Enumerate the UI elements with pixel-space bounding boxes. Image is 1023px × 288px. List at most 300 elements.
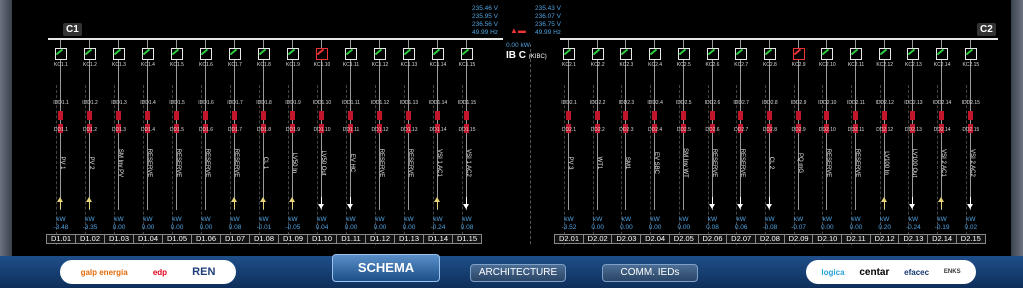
isolator-label: IDD2.2 [589, 100, 606, 106]
breaker-icon[interactable] [710, 111, 715, 120]
power-unit: kW [404, 216, 414, 223]
feeder-column[interactable] [957, 40, 985, 245]
feeder-column[interactable] [699, 40, 727, 245]
isolator-label: IDD1.15 [457, 100, 477, 106]
feeder-id[interactable]: D2.01 [554, 234, 584, 244]
feeder-power [105, 216, 133, 231]
feeder-column[interactable] [47, 40, 75, 245]
switch-icon[interactable] [678, 48, 690, 60]
power-unit: kW [201, 216, 211, 223]
power-unit: kW [375, 216, 385, 223]
feeder-id[interactable]: D1.13 [394, 234, 424, 244]
breaker-icon[interactable] [203, 111, 208, 120]
arrow-up-icon [881, 197, 888, 209]
feeder-name: LV100 Out [911, 148, 918, 178]
arrow-down-icon [463, 197, 470, 209]
feeder-name: RESERVE [233, 148, 239, 178]
coupler-power: 0.00 kW [506, 42, 530, 49]
switch-label: KC2.15 [962, 62, 980, 68]
breaker-icon[interactable] [116, 111, 121, 120]
feeder-column[interactable] [279, 40, 307, 245]
breaker-label: DD2.4 [648, 127, 663, 133]
power-value: -0.05 [285, 223, 301, 231]
breaker-icon[interactable] [652, 111, 657, 120]
power-value: 0.00 [344, 223, 358, 231]
power-unit: kW [85, 216, 95, 223]
isolator-label: IDD1.10 [312, 100, 332, 106]
feeder-power [308, 216, 336, 231]
isolator-label: IDD1.6 [198, 100, 214, 106]
feeder-id[interactable]: D1.04 [133, 234, 163, 244]
arrow-up-icon [289, 197, 296, 209]
power-unit: kW [143, 216, 153, 223]
breaker-label: DD1.8 [256, 127, 272, 133]
switch-icon[interactable] [316, 48, 328, 60]
power-value: 0.20 [878, 223, 892, 231]
schema-button[interactable]: SCHEMA [332, 254, 440, 282]
isolator-label: IDD1.1 [53, 100, 69, 106]
breaker-icon[interactable] [853, 111, 858, 120]
feeder-id[interactable]: D2.13 [898, 234, 928, 244]
architecture-button[interactable]: ARCHITECTURE [470, 264, 566, 282]
feeder-id[interactable]: D2.12 [870, 234, 900, 244]
switch-label: KC2.3 [619, 62, 634, 68]
feeder-id[interactable]: D1.05 [162, 234, 192, 244]
breaker-label: DD2.6 [705, 127, 720, 133]
feeder-id[interactable]: D2.14 [927, 234, 957, 244]
feeder-id[interactable]: D2.03 [611, 234, 641, 244]
feeder-power [641, 216, 669, 231]
breaker-icon[interactable] [58, 111, 63, 120]
switch-icon[interactable] [707, 48, 719, 60]
feeder-power [424, 216, 452, 231]
feeder-column[interactable] [395, 40, 423, 245]
breaker-icon[interactable] [968, 111, 973, 120]
power-value: 0.00 [199, 223, 213, 231]
switch-label: KC1.5 [170, 62, 184, 68]
feeder-id[interactable]: D1.15 [452, 234, 482, 244]
breaker-icon[interactable] [566, 111, 571, 120]
switch-icon[interactable] [432, 48, 444, 60]
measurement-value: 236.07 V [535, 13, 562, 20]
feeder-name: CL 1 [262, 156, 268, 170]
feeder-power [163, 216, 191, 231]
arrow-up-icon [260, 197, 267, 209]
feeder-name: RESERVE [378, 148, 384, 178]
feeder-column[interactable] [670, 40, 698, 245]
power-unit: kW [707, 216, 718, 223]
switch-icon[interactable] [142, 48, 154, 60]
switch-icon[interactable] [461, 48, 473, 60]
feeder-id[interactable]: D1.10 [307, 234, 337, 244]
feeder-id[interactable]: D1.03 [104, 234, 134, 244]
feeder-column[interactable] [928, 40, 956, 245]
feeder-power [584, 216, 612, 231]
power-unit: kW [346, 216, 356, 223]
power-value: 0.00 [112, 223, 126, 231]
breaker-label: DD1.3 [111, 127, 127, 133]
breaker-icon[interactable] [87, 111, 92, 120]
switch-icon[interactable] [965, 48, 977, 60]
power-unit: kW [966, 216, 976, 223]
isolator-label: IDD2.3 [618, 100, 635, 106]
breaker-label: DD1.10 [313, 127, 331, 133]
coupler-name [506, 50, 547, 61]
breaker-label: DD2.9 [791, 127, 806, 133]
breaker-icon[interactable] [939, 111, 944, 120]
coupler-subtitle: (KIBC) [528, 54, 547, 60]
breaker-icon[interactable] [882, 111, 887, 120]
breaker-icon[interactable] [377, 111, 382, 120]
breaker-label: DD2.1 [561, 127, 577, 133]
feeder-name: RESERVE [739, 148, 746, 178]
isolator-label: IDD1.4 [140, 100, 156, 106]
isolator-label: IDD1.8 [256, 100, 272, 106]
power-unit: kW [259, 216, 269, 223]
power-value: -3.48 [53, 223, 69, 231]
feeder-id[interactable]: D1.14 [423, 234, 453, 244]
feeder-id[interactable]: D1.06 [191, 234, 221, 244]
feeder-id[interactable]: D2.10 [812, 234, 842, 244]
feeder-column[interactable] [641, 40, 669, 245]
power-value: 0.08 [706, 223, 719, 231]
power-unit: kW [564, 216, 574, 223]
switch-icon[interactable] [287, 48, 299, 60]
isolator-label: IDD2.4 [647, 100, 663, 106]
feeder-id[interactable]: D1.01 [46, 234, 76, 244]
arrow-down-icon [347, 197, 354, 209]
breaker-icon[interactable] [464, 111, 469, 120]
feeder-column[interactable] [76, 40, 104, 245]
feeder-power [47, 216, 75, 231]
switch-icon[interactable] [55, 48, 67, 60]
isolator-label: IDD2.12 [875, 100, 894, 106]
feeder-column[interactable] [871, 40, 899, 245]
power-value: 0.00 [849, 223, 863, 231]
switch-label: KC2.12 [876, 62, 894, 68]
switch-icon[interactable] [649, 48, 661, 60]
power-unit: kW [879, 216, 890, 223]
switch-icon[interactable] [592, 48, 604, 60]
feeder-name: CL 2 [767, 156, 774, 170]
bus-label-c2: C2 [977, 23, 996, 36]
feeder-column[interactable] [555, 40, 583, 245]
isolator-label: IDD1.12 [370, 100, 390, 106]
feeder-id[interactable]: D2.02 [583, 234, 613, 244]
isolator-label: IDD1.11 [342, 100, 360, 106]
feeder-power [871, 216, 899, 231]
switch-icon[interactable] [735, 48, 747, 60]
feeder-column[interactable] [842, 40, 870, 245]
switch-label: KC1.7 [228, 62, 242, 68]
feeder-column[interactable] [813, 40, 841, 245]
switch-label: KC2.8 [762, 62, 777, 68]
power-unit: kW [317, 216, 327, 223]
feeder-name: SM Inv WT [681, 148, 688, 178]
switch-label: KC2.2 [590, 62, 605, 68]
feeder-id[interactable]: D1.12 [365, 234, 395, 244]
switch-icon[interactable] [403, 48, 415, 60]
breaker-label: DD1.5 [169, 127, 185, 133]
feeder-id[interactable]: D1.08 [249, 234, 279, 244]
switch-icon[interactable] [620, 48, 632, 60]
switch-icon[interactable] [563, 48, 575, 60]
breaker-icon[interactable] [261, 111, 266, 120]
switch-icon[interactable] [821, 48, 833, 60]
feeder-power [453, 216, 481, 231]
power-value: -3.35 [82, 223, 98, 231]
power-value: 0.00 [648, 223, 662, 231]
feeder-column[interactable] [192, 40, 220, 245]
breaker-label: DD2.15 [962, 127, 980, 133]
feeder-column[interactable] [612, 40, 640, 245]
feeder-power [785, 216, 813, 231]
feeder-name: PV 1 [59, 156, 65, 170]
switch-icon[interactable] [84, 48, 96, 60]
feeder-column[interactable] [337, 40, 365, 245]
feeder-name: RESERVE [204, 148, 210, 178]
breaker-label: DD1.2 [82, 127, 98, 133]
switch-icon[interactable] [200, 48, 212, 60]
feeder-power [366, 216, 394, 231]
breaker-icon[interactable] [232, 111, 237, 120]
feeder-power [279, 216, 307, 231]
feeder-id[interactable]: D2.05 [669, 234, 699, 244]
power-value: 0.02 [964, 223, 978, 231]
power-unit: kW [230, 216, 240, 223]
measurement-value: 49.99 Hz [472, 29, 499, 36]
switch-label: KC1.10 [313, 62, 331, 68]
feeder-column[interactable] [424, 40, 452, 245]
breaker-icon[interactable] [623, 111, 628, 120]
breaker-label: DD2.10 [818, 127, 836, 133]
breaker-label: DD1.6 [198, 127, 214, 133]
power-unit: kW [793, 216, 804, 223]
bus-label-c1: C1 [63, 23, 82, 36]
feeder-id[interactable]: D2.06 [698, 234, 728, 244]
feeder-column[interactable] [105, 40, 133, 245]
feeder-power [813, 216, 841, 231]
breaker-icon[interactable] [738, 111, 743, 120]
breaker-label: DD2.12 [876, 127, 894, 133]
switch-label: KC1.6 [199, 62, 213, 68]
power-unit: kW [56, 216, 66, 223]
switch-label: KC1.14 [429, 62, 447, 68]
feeder-id[interactable]: D1.02 [75, 234, 105, 244]
feeder-column[interactable] [308, 40, 336, 245]
breaker-icon[interactable] [290, 111, 295, 120]
feeder-name: LV50 In [291, 152, 297, 174]
bus-c1-measurements [472, 5, 498, 37]
feeder-column[interactable] [453, 40, 481, 245]
power-unit: kW [679, 216, 689, 223]
breaker-label: DD2.14 [933, 127, 951, 133]
breaker-label: DD1.11 [342, 127, 360, 133]
feeder-column[interactable] [584, 40, 612, 245]
measurement-value: 235.95 V [472, 13, 499, 20]
switch-icon[interactable] [764, 48, 776, 60]
feeder-id[interactable]: D2.07 [726, 234, 756, 244]
right-frame [1011, 0, 1023, 256]
isolator-label: IDD2.5 [676, 100, 692, 106]
feeder-power [899, 216, 927, 231]
feeder-column[interactable] [899, 40, 927, 245]
power-unit: kW [822, 216, 832, 223]
switch-icon[interactable] [374, 48, 386, 60]
switch-icon[interactable] [171, 48, 183, 60]
breaker-icon[interactable] [145, 111, 150, 120]
feeder-column[interactable] [221, 40, 249, 245]
feeder-name: RESERVE [146, 148, 152, 178]
switch-label: KC2.10 [818, 62, 836, 68]
feeder-name: LV50 Out [320, 150, 326, 176]
breaker-icon[interactable] [319, 111, 324, 120]
measurement-value: 49.99 Hz [535, 29, 562, 36]
breaker-label: DD2.8 [762, 127, 777, 133]
feeder-id[interactable]: D2.11 [841, 234, 871, 244]
feeder-id[interactable]: D2.04 [640, 234, 670, 244]
breaker-icon[interactable] [595, 111, 600, 120]
switch-label: KC1.2 [83, 62, 97, 68]
feeder-power [76, 216, 104, 231]
feeder-column[interactable] [756, 40, 784, 245]
feeder-name: VSI 2 AC2 [968, 149, 975, 177]
feeder-id[interactable]: D1.11 [336, 234, 366, 244]
feeder-power [395, 216, 423, 231]
switch-icon[interactable] [907, 48, 919, 60]
breaker-label: DD2.7 [734, 127, 749, 133]
feeder-column[interactable] [250, 40, 278, 245]
arrow-down-icon [909, 197, 916, 209]
feeder-id[interactable]: D2.15 [956, 234, 986, 244]
switch-icon[interactable] [936, 48, 948, 60]
isolator-label: IDD2.7 [733, 100, 749, 106]
feeder-id[interactable]: D2.09 [784, 234, 814, 244]
switch-icon[interactable] [258, 48, 270, 60]
feeder-power [192, 216, 220, 231]
feeder-power [221, 216, 249, 231]
interbus-coupler[interactable] [502, 26, 560, 66]
switch-icon[interactable] [345, 48, 357, 60]
switch-label: KC2.7 [734, 62, 749, 68]
efacec-logo: efacec [904, 267, 930, 277]
isolator-label: IDD1.2 [82, 100, 98, 106]
isolator-label: IDD2.11 [847, 100, 865, 106]
switch-icon[interactable] [793, 48, 805, 60]
feeder-name: LV100 In [882, 151, 889, 175]
feeder-column[interactable] [134, 40, 162, 245]
breaker-icon[interactable] [824, 111, 829, 120]
breaker-label: DD2.5 [676, 127, 691, 133]
breaker-icon[interactable] [406, 111, 411, 120]
isolator-label: IDD2.6 [704, 100, 721, 106]
power-value: 0.00 [141, 223, 155, 231]
feeder-id[interactable]: D1.09 [278, 234, 308, 244]
isolator-label: IDD1.13 [399, 100, 419, 106]
feeder-name: SM Inv PV [117, 148, 123, 178]
switch-icon[interactable] [879, 48, 891, 60]
power-value: 0.00 [820, 223, 834, 231]
breaker-label: DD1.7 [227, 127, 243, 133]
power-unit: kW [462, 216, 472, 223]
feeder-column[interactable] [366, 40, 394, 245]
feeder-id[interactable]: D1.07 [220, 234, 250, 244]
breaker-icon[interactable] [348, 111, 353, 120]
feeder-column[interactable] [163, 40, 191, 245]
comm-ieds-button[interactable]: COMM. IEDs [602, 264, 698, 282]
power-value: 0.00 [373, 223, 387, 231]
feeder-id[interactable]: D2.08 [755, 234, 785, 244]
feeder-column[interactable] [727, 40, 755, 245]
feeder-power [842, 216, 870, 231]
feeder-name: RESERVE [710, 148, 717, 178]
power-value: -0.01 [256, 223, 272, 231]
feeder-power [670, 216, 698, 231]
power-unit: kW [172, 216, 182, 223]
measurement-value: 235.46 V [472, 5, 499, 12]
power-unit: kW [592, 216, 603, 223]
breaker-label: DD1.13 [400, 127, 418, 133]
switch-label: KC1.9 [286, 62, 300, 68]
breaker-icon[interactable] [796, 111, 801, 120]
breaker-icon[interactable] [767, 111, 772, 120]
power-unit: kW [288, 216, 298, 223]
breaker-icon[interactable] [435, 111, 440, 120]
arrow-up-icon [57, 197, 64, 209]
left-frame [0, 0, 12, 256]
breaker-label: DD1.9 [285, 127, 301, 133]
power-unit: kW [937, 216, 947, 223]
coupler-breaker-icon: ▲▬ [510, 26, 526, 35]
switch-label: KC2.6 [705, 62, 720, 68]
power-value: 0.06 [734, 223, 748, 231]
power-value: -0.19 [934, 223, 950, 231]
switch-icon[interactable] [113, 48, 125, 60]
breaker-label: DD2.13 [904, 127, 922, 133]
breaker-label: DD1.15 [458, 127, 476, 133]
isolator-label: IDD2.1 [561, 100, 577, 106]
switch-icon[interactable] [850, 48, 862, 60]
arrow-up-icon [86, 197, 93, 209]
coupler-title: IB C [506, 50, 526, 61]
switch-label: KC1.1 [54, 62, 68, 68]
breaker-icon[interactable] [174, 111, 179, 120]
enks-logo: ENKS [943, 269, 961, 275]
power-value: -0.07 [791, 223, 806, 231]
feeder-name: VSI 2 AC1 [940, 149, 947, 177]
power-value: 0.00 [620, 223, 633, 231]
isolator-label: IDD1.7 [227, 100, 243, 106]
feeder-power [555, 216, 583, 231]
feeder-column[interactable] [785, 40, 813, 245]
power-unit: kW [433, 216, 443, 223]
feeder-power [928, 216, 956, 231]
feeder-name: VSI 1 AC2 [465, 149, 471, 177]
power-unit: kW [621, 216, 632, 223]
feeder-power [134, 216, 162, 231]
breaker-icon[interactable] [681, 111, 686, 120]
partner-logos-right [806, 260, 976, 284]
measurement-value: 236.56 V [472, 21, 499, 28]
breaker-icon[interactable] [910, 111, 915, 120]
isolator-label: IDD2.9 [790, 100, 807, 106]
switch-label: KC1.15 [458, 62, 476, 68]
feeder-name: SM1 [624, 156, 631, 170]
switch-icon[interactable] [229, 48, 241, 60]
switch-label: KC2.9 [791, 62, 806, 68]
feeder-power [756, 216, 784, 231]
switch-label: KC2.14 [933, 62, 951, 68]
